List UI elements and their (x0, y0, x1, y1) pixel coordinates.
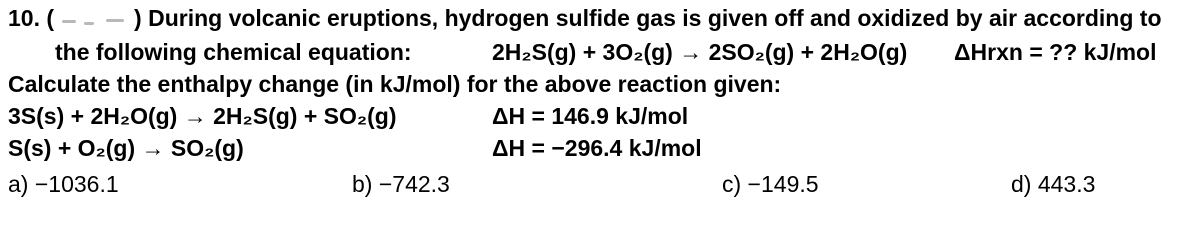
choice-c: c) −149.5 (722, 171, 819, 197)
choice-a: a) −1036.1 (8, 171, 119, 197)
choice-d: d) 443.3 (1011, 171, 1096, 197)
choice-b: b) −742.3 (352, 171, 450, 197)
main-equation: 2H₂S(g) + 3O₂(g) → 2SO₂(g) + 2H₂O(g) (492, 39, 908, 65)
question-line-2-lead: the following chemical equation: (55, 39, 412, 65)
given-equation-2: S(s) + O₂(g) → SO₂(g) (8, 135, 244, 161)
delta-h-rxn: ΔHrxn = ?? kJ/mol (954, 39, 1157, 65)
question-intro: ) During volcanic eruptions, hydrogen sulfide gas is given off and oxidized by air according to (134, 5, 1162, 31)
question-line-1 (8, 3, 1162, 33)
given-delta-h-2: ΔH = −296.4 kJ/mol (492, 135, 702, 161)
smudged-text (54, 9, 134, 31)
question-prompt: Calculate the enthalpy change (in kJ/mol) for the above reaction given: (8, 71, 782, 97)
question-number: 10. ( (8, 5, 55, 31)
given-delta-h-1: ΔH = 146.9 kJ/mol (492, 103, 689, 129)
given-equation-1: 3S(s) + 2H₂O(g) → 2H₂S(g) + SO₂(g) (8, 103, 397, 129)
